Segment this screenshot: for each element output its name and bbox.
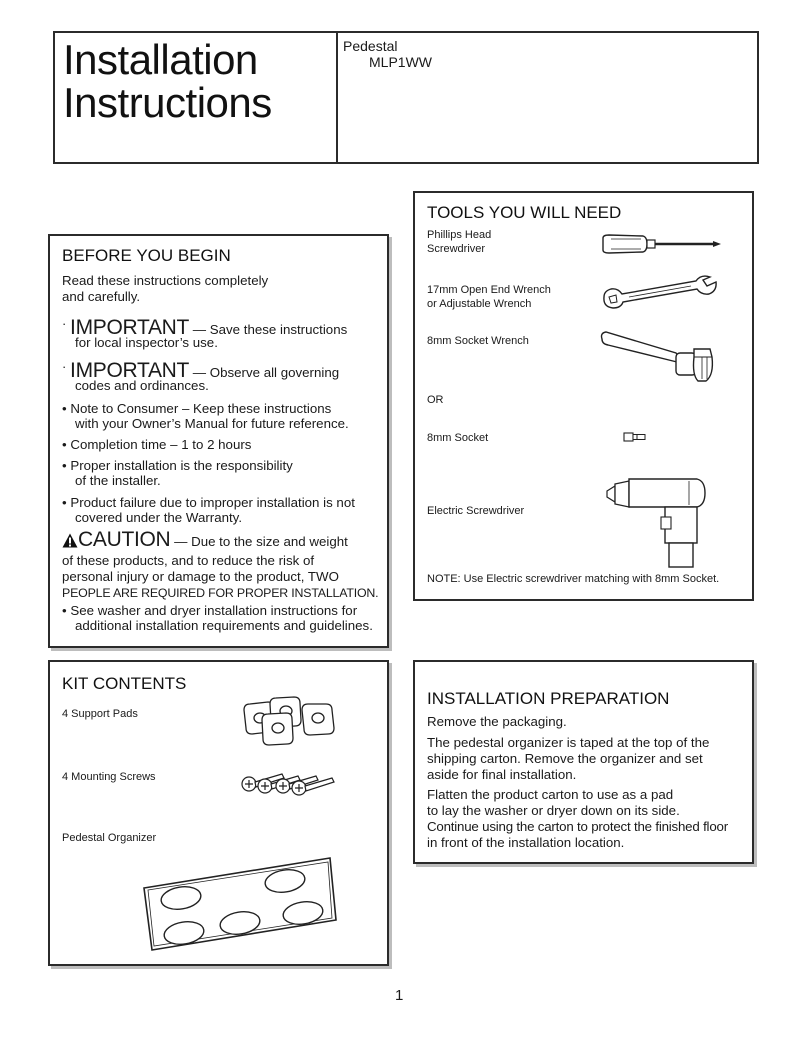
tool-label-socket-wrench: 8mm Socket Wrench [427,335,529,347]
tools-section [413,191,754,601]
caution-heading [62,528,348,551]
intro-line-1: Read these instructions completely [62,273,269,288]
kit-label-pads: 4 Support Pads [62,708,138,720]
title-line-2: Instructions [63,79,272,126]
prep-paragraph-2-line-2: shipping carton. Remove the organizer and set [427,751,703,766]
important-text: — Save these instructions [189,322,348,337]
pedestal-organizer-icon [140,854,350,954]
tool-label-or: OR [427,394,444,406]
title-line-1: Installation [63,36,258,83]
important-text: — Observe all governing [189,365,340,380]
support-pads-icon [240,696,344,752]
kit-label-organizer: Pedestal Organizer [62,832,157,844]
bullet-2-line-1: • Completion time – 1 to 2 hours [62,437,252,452]
tool-label-phillips-2: Screwdriver [427,243,486,255]
tool-label-electric: Electric Screwdriver [427,505,525,517]
header-divider [336,33,338,162]
bullet-4-line-2: covered under the Warranty. [75,510,243,525]
caution-line-4: PEOPLE ARE REQUIRED FOR PROPER INSTALLATION. [62,586,379,600]
socket-bit-icon [623,432,647,442]
tool-label-phillips-1: Phillips Head [427,229,492,241]
socket-wrench-icon [598,329,718,385]
bullet-3-line-1: • Proper installation is the responsibility [62,458,293,473]
caution-text: — Due to the size and weight [170,534,348,549]
product-name: Pedestal [343,38,398,54]
phillips-screwdriver-icon [601,233,723,255]
section-title: INSTALLATION PREPARATION [427,689,670,708]
prep-paragraph-2-line-3: aside for final installation. [427,767,577,782]
important-note-2: · IMPORTANT — Observe all governing [62,359,340,382]
bullet-5-line-1: • See washer and dryer installation instructions for [62,603,358,618]
prep-paragraph-3-line-4: in front of the installation location. [427,835,625,850]
prep-paragraph-3-line-3: Continue using the carton to protect the finished floor [427,819,728,834]
kit-label-screws: 4 Mounting Screws [62,771,156,783]
caution-word: CAUTION [78,528,171,551]
electric-screwdriver-icon [605,473,711,569]
prep-paragraph-3-line-1: Flatten the product carton to use as a pad [427,787,674,802]
section-title: KIT CONTENTS [62,674,187,693]
installation-preparation-section [413,660,754,864]
section-title: TOOLS YOU WILL NEED [427,203,622,222]
important-word: IMPORTANT [70,316,190,339]
before-you-begin-section [48,234,389,648]
caution-line-3: personal injury or damage to the product, TWO [62,569,339,584]
tool-label-socket: 8mm Socket [427,432,489,444]
bullet-5-line-2: additional installation requirements and guidelines. [75,618,373,633]
important-note-1-line-2: for local inspector’s use. [75,335,218,350]
bullet-3-line-2: of the installer. [75,473,161,488]
important-word: IMPORTANT [70,359,190,382]
prep-paragraph-3-line-2: to lay the washer or dryer down on its side. [427,803,680,818]
model-number: MLP1WW [369,54,432,70]
warning-triangle-icon [62,533,78,548]
tool-label-wrench-1: 17mm Open End Wrench [427,284,551,296]
tool-label-wrench-2: or Adjustable Wrench [427,298,532,310]
caution-line-2: of these products, and to reduce the risk of [62,553,315,568]
mounting-screws-icon [240,766,344,806]
bullet-1-line-1: • Note to Consumer – Keep these instructions [62,401,332,416]
intro-line-2: and carefully. [62,289,141,304]
important-note-1: · IMPORTANT — Save these instructions [62,316,348,339]
bullet-1-line-2: with your Owner’s Manual for future reference. [75,416,349,431]
document-header [53,31,759,164]
prep-paragraph-1: Remove the packaging. [427,714,567,729]
important-note-2-line-2: codes and ordinances. [75,378,209,393]
section-title: BEFORE YOU BEGIN [62,246,231,265]
open-end-wrench-icon [601,275,719,315]
prep-paragraph-2-line-1: The pedestal organizer is taped at the top of the [427,735,710,750]
kit-contents-section [48,660,389,966]
bullet-4-line-1: • Product failure due to improper installation is not [62,495,355,510]
tools-note: NOTE: Use Electric screwdriver matching with 8mm Socket. [427,573,720,585]
page-number: 1 [395,987,404,1004]
